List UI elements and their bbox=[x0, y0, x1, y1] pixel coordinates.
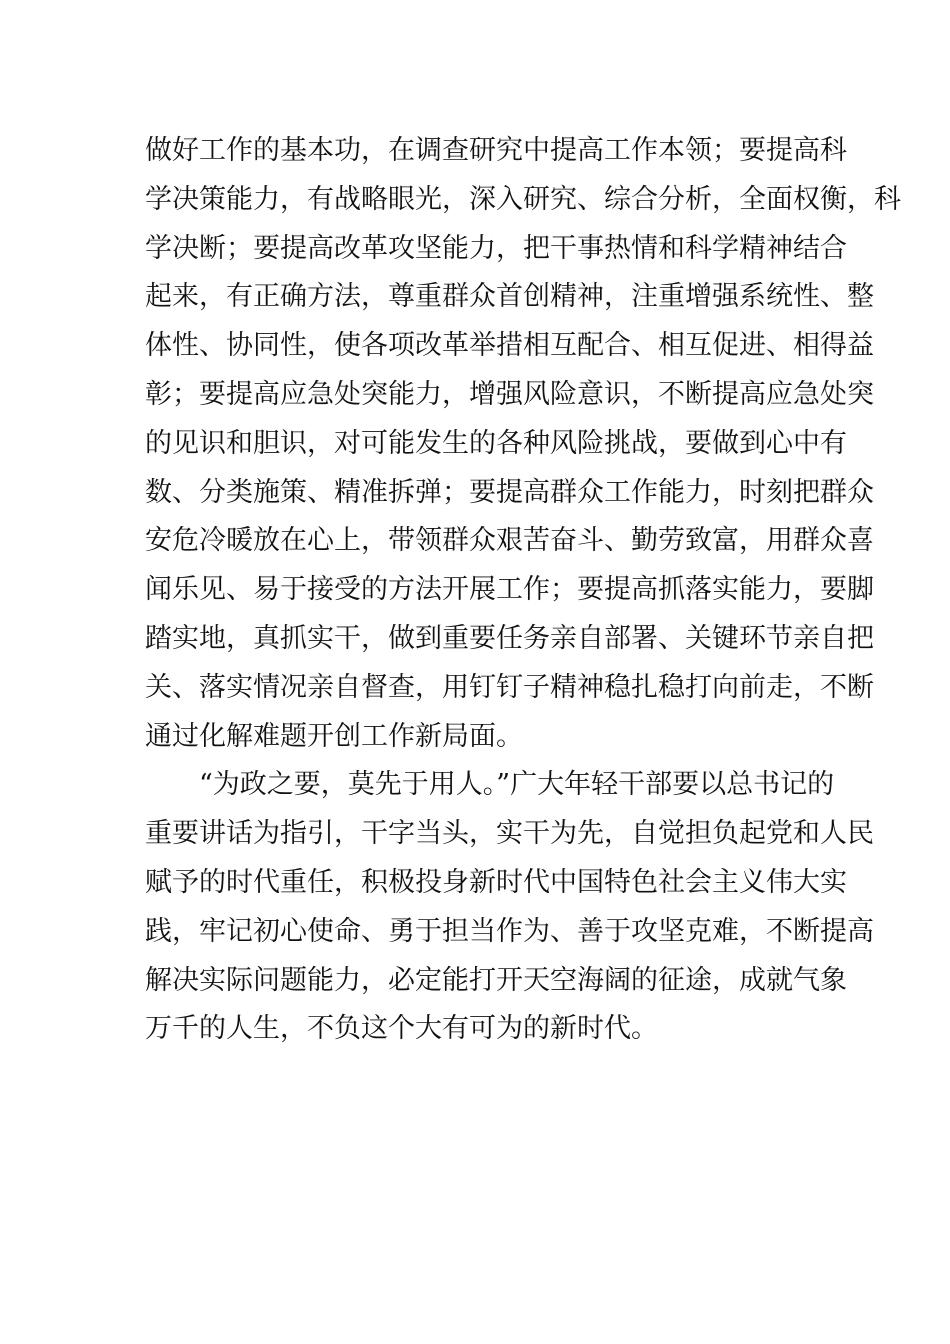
text-line: 重要讲话为指引，干字当头，实干为先，自觉担负起党和人民 bbox=[145, 818, 874, 850]
text-line: 学决断；要提高改革攻坚能力，把干事热情和科学精神结合 bbox=[145, 232, 847, 264]
text-line: 赋予的时代重任，积极投身新时代中国特色社会主义伟大实 bbox=[145, 866, 847, 898]
text-line: 关、落实情况亲自督查，用钉钉子精神稳扎稳打向前走，不断 bbox=[145, 671, 874, 703]
paragraph-2 bbox=[145, 761, 874, 1054]
body-text bbox=[145, 127, 901, 1054]
text-line: 起来，有正确方法，尊重群众首创精神，注重增强系统性、整 bbox=[145, 281, 874, 313]
text-line: 通过化解难题开创工作新局面。 bbox=[145, 720, 523, 752]
text-line: 数、分类施策、精准拆弹；要提高群众工作能力，时刻把群众 bbox=[145, 476, 874, 508]
text-line: 体性、协同性，使各项改革举措相互配合、相互促进、相得益 bbox=[145, 330, 874, 362]
text-line: 安危冷暖放在心上，带领群众艰苦奋斗、勤劳致富，用群众喜 bbox=[145, 525, 874, 557]
text-line: 解决实际问题能力，必定能打开天空海阔的征途，成就气象 bbox=[145, 964, 847, 996]
text-line: 践，牢记初心使命、勇于担当作为、善于攻坚克难，不断提高 bbox=[145, 915, 874, 947]
text-line: 万千的人生，不负这个大有可为的新时代。 bbox=[145, 1013, 658, 1045]
text-line: 的见识和胆识，对可能发生的各种风险挑战，要做到心中有 bbox=[145, 427, 847, 459]
text-line: 做好工作的基本功，在调查研究中提高工作本领；要提高科 bbox=[145, 135, 847, 166]
text-line: 彰；要提高应急处突能力，增强风险意识，不断提高应急处突 bbox=[145, 378, 874, 410]
text-line: 踏实地，真抓实干，做到重要任务亲自部署、关键环节亲自把 bbox=[145, 622, 874, 654]
text-line: 学决策能力，有战略眼光，深入研究、综合分析，全面权衡，科 bbox=[145, 183, 901, 215]
text-line: “为政之要，莫先于用人。”广大年轻干部要以总书记的 bbox=[199, 769, 835, 801]
text-line: 闻乐见、易于接受的方法开展工作；要提高抓落实能力，要脚 bbox=[145, 574, 874, 606]
paragraph-1 bbox=[145, 127, 901, 761]
